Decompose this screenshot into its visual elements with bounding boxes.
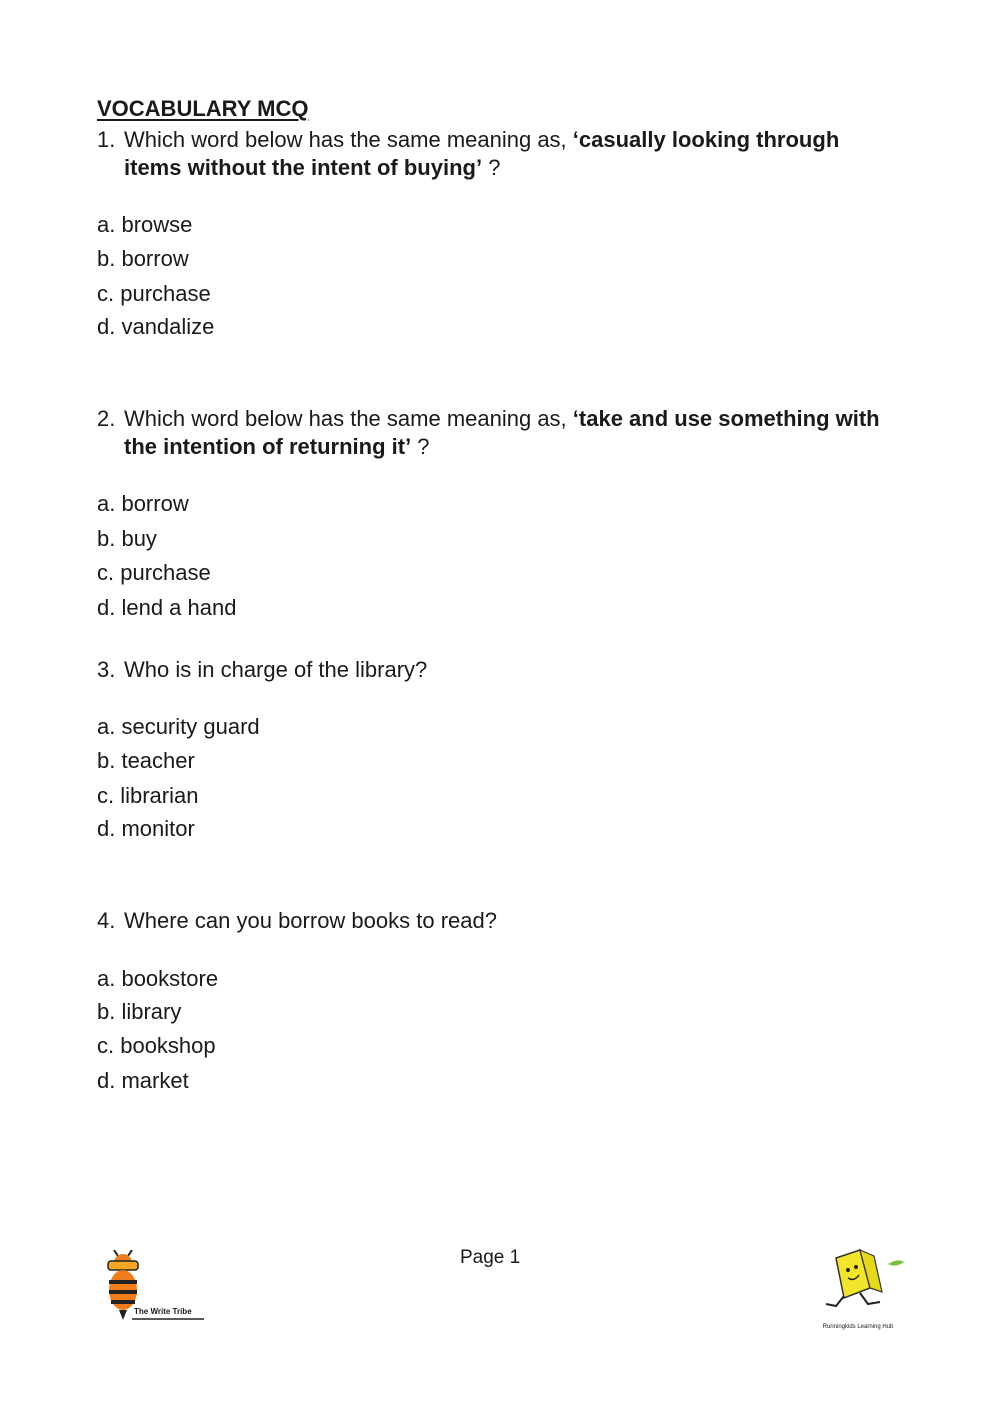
question-text-plain: Where can you borrow books to read?: [124, 908, 497, 933]
question-text-bold: ‘take and use something with the intention of returning it’: [124, 406, 880, 459]
question-text-bold: ‘casually looking through items without the intent of buying’: [124, 127, 840, 180]
question-number: 3.: [97, 657, 116, 682]
question-text-end: ?: [411, 434, 430, 459]
option-2b[interactable]: b. buy: [97, 526, 157, 551]
option-4c[interactable]: c. bookshop: [97, 1033, 216, 1058]
option-3b[interactable]: b. teacher: [97, 748, 195, 773]
write-tribe-logo-text: The Write Tribe: [134, 1307, 192, 1316]
question-text-plain: Which word below has the same meaning as,: [124, 406, 573, 431]
question-2: [97, 405, 897, 461]
option-1b[interactable]: b. borrow: [97, 246, 189, 271]
question-3: [97, 656, 897, 684]
option-4b[interactable]: b. library: [97, 999, 182, 1024]
option-2c[interactable]: c. purchase: [97, 560, 211, 585]
option-1c[interactable]: c. purchase: [97, 281, 211, 306]
option-2a[interactable]: a. borrow: [97, 491, 189, 516]
question-4: [97, 907, 897, 935]
question-text: [124, 126, 897, 182]
write-tribe-logo: [98, 1250, 208, 1326]
question-text: [124, 656, 897, 684]
page-number: Page 1: [460, 1247, 521, 1268]
question-text-end: ?: [482, 155, 501, 180]
question-1: [97, 126, 897, 182]
option-1d[interactable]: d. vandalize: [97, 314, 215, 339]
question-number: 4.: [97, 908, 116, 933]
option-2d[interactable]: d. lend a hand: [97, 595, 237, 620]
page-title: VOCABULARY MCQ: [97, 96, 309, 121]
question-text-plain: Which word below has the same meaning as,: [124, 127, 573, 152]
option-3c[interactable]: c. librarian: [97, 783, 199, 808]
option-1a[interactable]: a. browse: [97, 212, 193, 237]
option-3a[interactable]: a. security guard: [97, 714, 260, 739]
question-text: [124, 907, 897, 935]
question-number: 2.: [97, 406, 116, 431]
question-number: 1.: [97, 127, 116, 152]
option-3d[interactable]: d. monitor: [97, 816, 195, 841]
option-4a[interactable]: a. bookstore: [97, 966, 219, 991]
question-text-plain: Who is in charge of the library?: [124, 657, 428, 682]
runningkids-logo-text: Runningkids Learning Hub: [822, 1324, 894, 1330]
option-4d[interactable]: d. market: [97, 1068, 189, 1093]
question-text: [124, 405, 897, 461]
runningkids-logo: [808, 1244, 908, 1344]
